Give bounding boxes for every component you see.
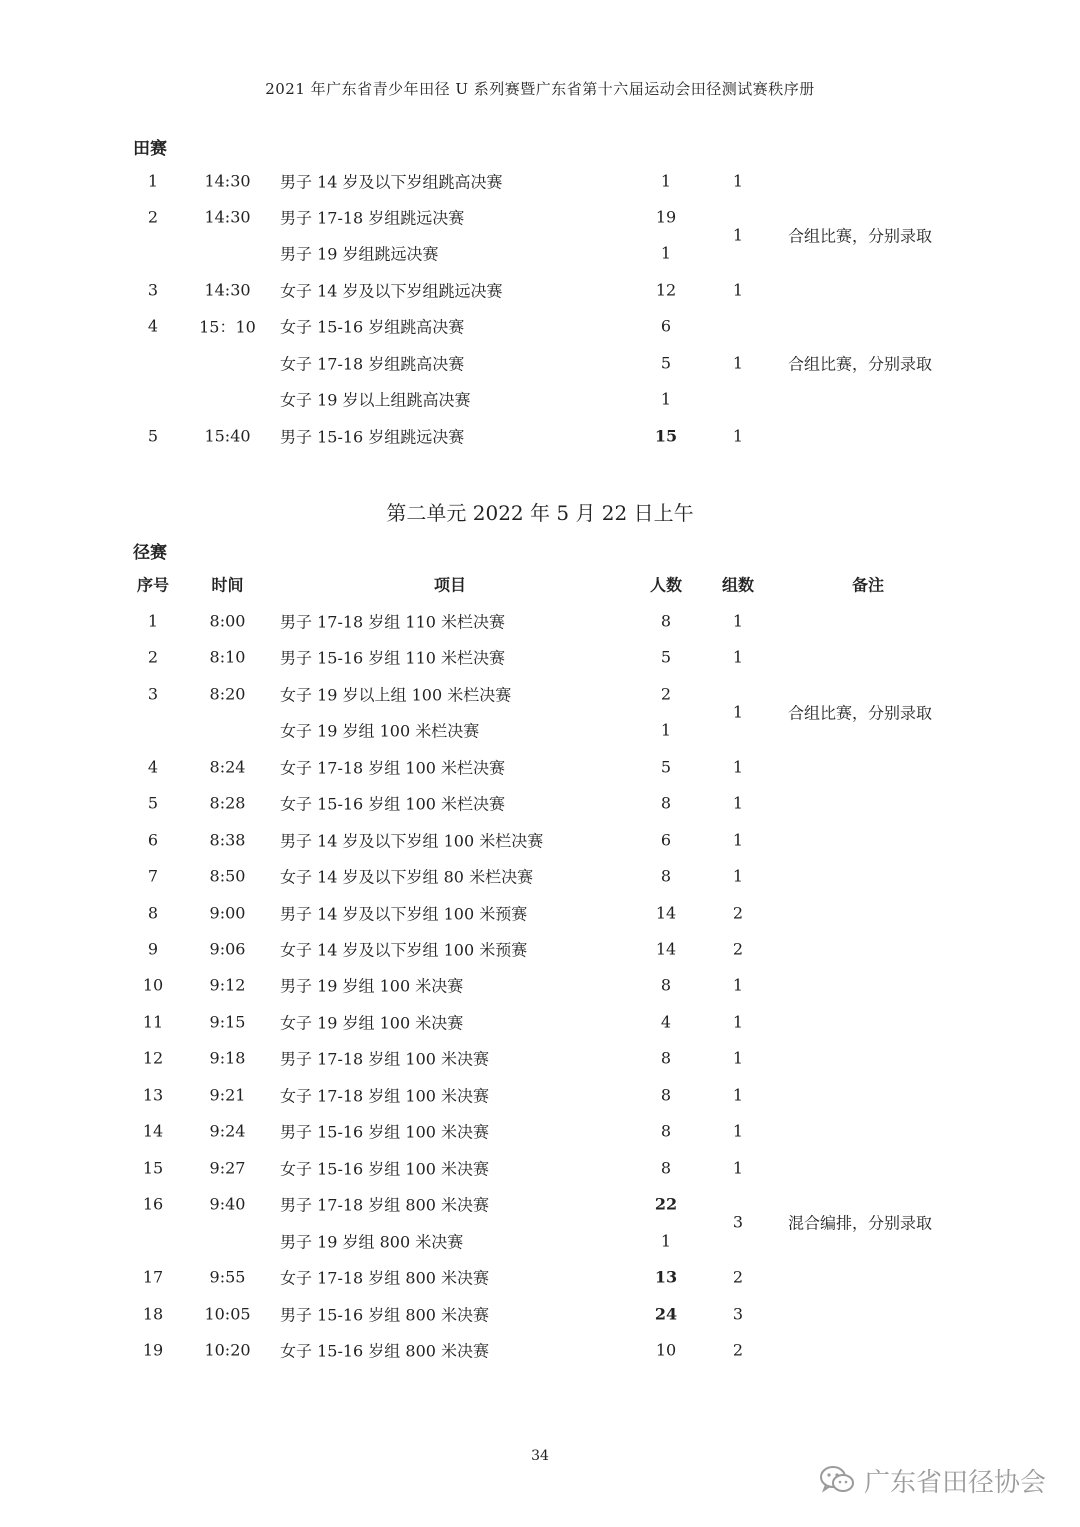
table-row [0,967,1080,1003]
row-no: 5 [147,426,159,446]
row-groups: 1 [732,830,744,850]
row-groups: 1 [732,426,744,446]
row-time: 9:55 [209,1267,246,1287]
row-no: 10 [142,975,164,995]
row-count: 14 [655,903,677,923]
row-no: 2 [147,207,159,227]
row-groups: 1 [732,353,744,373]
row-groups: 1 [732,611,744,631]
row-time: 8:38 [209,830,246,850]
row-count: 5 [660,647,672,667]
merged-groups: 1 [732,702,744,722]
row-count: 1 [660,171,672,191]
row-time: 10:20 [204,1340,251,1360]
row-event: 男子 15-16 岁组 800 米决赛 [280,1305,490,1325]
row-count: 19 [655,207,677,227]
row-time: 9:21 [209,1085,246,1105]
unit-title: 第二单元 2022 年 5 月 22 日上午 [386,501,694,525]
table-row [0,272,1080,308]
table-row [0,1259,1080,1295]
merged-remark: 混合编排，分别录取 [788,1213,933,1233]
row-no: 5 [147,793,159,813]
wechat-icon [818,1464,856,1496]
merged-remark: 合组比赛，分别录取 [788,226,933,246]
row-no: 3 [147,280,159,300]
row-time: 9:18 [209,1048,246,1068]
table-row [0,603,1080,639]
row-time: 9:15 [209,1012,246,1032]
row-no: 13 [142,1085,164,1105]
row-groups: 3 [732,1304,744,1324]
row-count: 2 [660,684,672,704]
row-groups: 1 [732,1048,744,1068]
row-no: 11 [142,1012,164,1032]
row-event: 女子 15-16 岁组 800 米决赛 [280,1341,490,1361]
row-count: 8 [660,1085,672,1105]
row-count: 8 [660,975,672,995]
row-count: 5 [660,757,672,777]
row-count: 5 [660,353,672,373]
row-no: 1 [147,611,159,631]
row-time: 9:27 [209,1158,246,1178]
table-row [0,308,1080,344]
row-event: 男子 19 岁组跳远决赛 [280,244,439,264]
row-time: 9:06 [209,939,246,959]
watermark [818,1458,1046,1502]
row-count: 8 [660,1158,672,1178]
row-event: 女子 19 岁组 100 米栏决赛 [280,721,480,741]
merged-groups: 1 [732,225,744,245]
row-event: 女子 14 岁及以下岁组跳远决赛 [280,281,503,301]
row-remark: 合组比赛，分别录取 [788,354,933,374]
row-count: 1 [660,389,672,409]
merged-groups: 3 [732,1212,744,1232]
row-count: 8 [660,611,672,631]
row-groups: 2 [732,1340,744,1360]
row-groups: 2 [732,1267,744,1287]
table-row [0,1077,1080,1113]
header-no: 序号 [136,575,169,595]
table-row [0,749,1080,785]
row-count: 8 [660,866,672,886]
row-event: 女子 17-18 岁组 800 米决赛 [280,1268,490,1288]
row-count: 8 [660,1048,672,1068]
row-time: 10:05 [204,1304,251,1324]
row-event: 女子 17-18 岁组 100 米决赛 [280,1086,490,1106]
table-row [0,1004,1080,1040]
table-row [0,418,1080,454]
row-count: 8 [660,793,672,813]
row-time: 8:24 [209,757,246,777]
table-row [0,639,1080,675]
table-row [0,163,1080,199]
row-time: 8:00 [209,611,246,631]
row-no: 2 [147,647,159,667]
row-count: 13 [654,1267,678,1287]
row-groups: 1 [732,1121,744,1141]
row-event: 男子 15-16 岁组跳远决赛 [280,427,465,447]
row-count: 4 [660,1012,672,1032]
row-count: 24 [654,1304,678,1324]
row-event: 女子 14 岁及以下岁组 80 米栏决赛 [280,867,534,887]
row-count: 22 [654,1194,678,1214]
row-event: 女子 15-16 岁组 100 米栏决赛 [280,794,506,814]
row-event: 男子 17-18 岁组 110 米栏决赛 [280,612,506,632]
row-no: 7 [147,866,159,886]
row-groups: 1 [732,866,744,886]
table-row [0,895,1080,931]
row-groups: 1 [732,647,744,667]
row-groups: 1 [732,280,744,300]
header-groups: 组数 [721,575,754,595]
row-no: 17 [142,1267,164,1287]
row-groups: 1 [732,757,744,777]
field-events-label: 田赛 [133,139,167,159]
row-groups: 1 [732,1012,744,1032]
row-time: 15:40 [204,426,251,446]
header-remark: 备注 [851,575,884,595]
table-row [0,822,1080,858]
row-groups: 1 [732,1158,744,1178]
table-row [0,1113,1080,1149]
row-event: 男子 14 岁及以下岁组跳高决赛 [280,172,503,192]
row-time: 8:50 [209,866,246,886]
row-count: 1 [660,1231,672,1251]
row-event: 男子 15-16 岁组 100 米决赛 [280,1122,490,1142]
row-count: 1 [660,720,672,740]
table-row [0,345,1080,381]
row-groups: 1 [732,171,744,191]
row-event: 女子 17-18 岁组 100 米栏决赛 [280,758,506,778]
row-no: 19 [142,1340,164,1360]
row-event: 女子 19 岁以上组 100 米栏决赛 [280,685,512,705]
document-header: 2021 年广东省青少年田径 U 系列赛暨广东省第十六届运动会田径测试赛秩序册 [265,80,815,98]
watermark-text: 广东省田径协会 [864,1467,1047,1498]
table-row [0,785,1080,821]
row-groups: 1 [732,793,744,813]
row-no: 15 [142,1158,164,1178]
table-row [0,1150,1080,1186]
row-event: 女子 19 岁以上组跳高决赛 [280,390,471,410]
row-groups: 1 [732,975,744,995]
row-event: 男子 15-16 岁组 110 米栏决赛 [280,648,506,668]
table-row [0,1040,1080,1076]
row-groups: 1 [732,1085,744,1105]
row-event: 男子 19 岁组 100 米决赛 [280,976,464,996]
row-event: 女子 15-16 岁组跳高决赛 [280,317,465,337]
row-count: 14 [655,939,677,959]
row-time: 8:28 [209,793,246,813]
row-count: 12 [655,280,677,300]
row-time: 14:30 [204,280,251,300]
row-event: 女子 19 岁组 100 米决赛 [280,1013,464,1033]
row-event: 男子 14 岁及以下岁组 100 米栏决赛 [280,831,544,851]
row-no: 16 [142,1194,164,1214]
row-no: 9 [147,939,159,959]
header-count: 人数 [649,575,682,595]
header-event: 项目 [433,575,466,595]
row-event: 男子 19 岁组 800 米决赛 [280,1232,464,1252]
row-event: 女子 15-16 岁组 100 米决赛 [280,1159,490,1179]
row-count: 6 [660,316,672,336]
header-time: 时间 [211,575,244,595]
row-time: 15：10 [199,317,256,337]
row-event: 男子 17-18 岁组 100 米决赛 [280,1049,490,1069]
row-no: 4 [147,757,159,777]
row-time: 9:40 [209,1194,246,1214]
row-no: 3 [147,684,159,704]
row-no: 18 [142,1304,164,1324]
row-event: 女子 17-18 岁组跳高决赛 [280,354,465,374]
row-no: 4 [147,316,159,336]
table-row [0,931,1080,967]
row-groups: 2 [732,939,744,959]
row-time: 9:24 [209,1121,246,1141]
row-event: 男子 14 岁及以下岁组 100 米预赛 [280,904,528,924]
row-count: 1 [660,243,672,263]
row-count: 15 [654,426,678,446]
page-number: 34 [531,1448,549,1464]
row-time: 8:20 [209,684,246,704]
row-no: 12 [142,1048,164,1068]
merged-remark: 合组比赛，分别录取 [788,703,933,723]
table-row [0,858,1080,894]
table-row [0,1332,1080,1368]
track-events-label: 径赛 [133,543,167,563]
row-count: 6 [660,830,672,850]
row-no: 1 [147,171,159,191]
row-event: 男子 17-18 岁组 800 米决赛 [280,1195,490,1215]
row-time: 9:00 [209,903,246,923]
row-groups: 2 [732,903,744,923]
row-count: 8 [660,1121,672,1141]
table-header [0,566,1080,602]
row-no: 6 [147,830,159,850]
row-time: 14:30 [204,207,251,227]
table-row [0,381,1080,417]
row-no: 14 [142,1121,164,1141]
row-time: 9:12 [209,975,246,995]
row-event: 男子 17-18 岁组跳远决赛 [280,208,465,228]
row-count: 10 [655,1340,677,1360]
row-time: 8:10 [209,647,246,667]
row-event: 女子 14 岁及以下岁组 100 米预赛 [280,940,528,960]
row-no: 8 [147,903,159,923]
row-time: 14:30 [204,171,251,191]
table-row [0,1296,1080,1332]
